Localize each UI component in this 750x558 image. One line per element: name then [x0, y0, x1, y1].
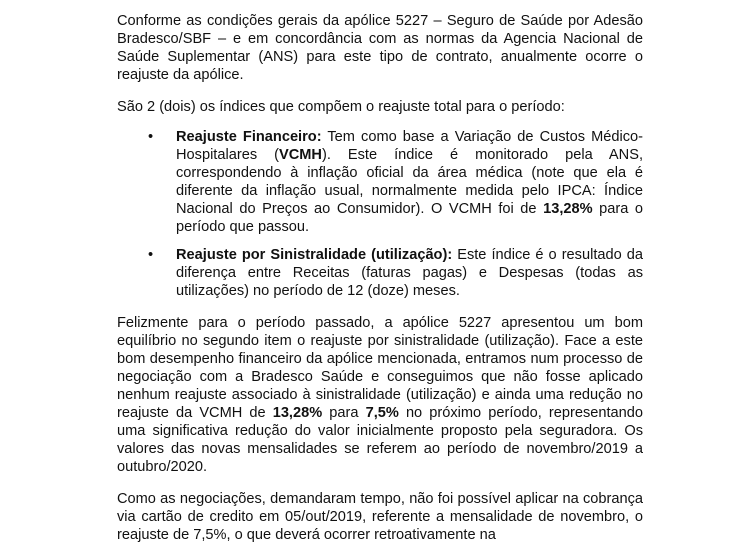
bullet-title: Reajuste Financeiro:	[176, 129, 322, 145]
bullet-text: ). Este índice é monitorado pela ANS, correspondendo à inflação oficial da área médica (note que ela é diferente da inflação usual, normalmente medida pelo IPCA: Índice Nacional do Preços ao Consumidor). O VCMH foi de	[176, 147, 643, 217]
bullet-marker: •	[148, 247, 154, 263]
bullet-reajuste-sinistralidade	[148, 246, 643, 300]
indices-intro-paragraph: São 2 (dois) os índices que compõem o reajuste total para o período:	[117, 99, 565, 115]
paragraph-bold-text: 13,28%	[272, 405, 323, 421]
negotiation-paragraph: Como as negociações, demandaram tempo, não foi possível aplicar na cobrança via cartão de credito em 05/out/2019, referente a mensalidade de novembro, o reajuste de 7,5%, o que deverá ocorrer retroativamente na	[117, 491, 643, 543]
bullet-reajuste-financeiro	[148, 128, 644, 236]
bullet-title: Reajuste por Sinistralidade (utilização):	[176, 247, 453, 263]
paragraph-bold-text: 7,5%	[365, 405, 399, 421]
bullet-bold-text: 13,28%	[543, 201, 593, 217]
bullet-text: para o período que passou.	[176, 201, 643, 235]
bullet-text: Este índice é o resultado da diferença entre Receitas (faturas pagas) e Despesas (todas as utilizações) no período de 12 (doze) meses.	[176, 247, 643, 299]
bullet-marker: •	[148, 129, 154, 145]
bullet-bold-text: VCMH	[278, 147, 322, 163]
result-paragraph	[117, 314, 643, 476]
bullet-text: Tem como base a Variação de Custos Médico-Hospitalares (	[176, 129, 644, 163]
bullet-body	[176, 246, 643, 300]
paragraph-text: Felizmente para o período passado, a apólice 5227 apresentou um bom equilíbrio no segundo item o reajuste por sinistralidade (utilização). Face a este bom desempenho financeiro da apólice mencionada, entramos num processo de negociação com a Bradesco Saúde e conseguimos que não fosse aplicado nenhum reajuste associado à sinistralidade (utilização) e ainda uma redução no reajuste da VCMH de	[117, 315, 643, 421]
intro-paragraph: Conforme as condições gerais da apólice 5227 – Seguro de Saúde por Adesão Bradesco/SBF – e em concordância com as normas da Agencia Nacional de Saúde Suplementar (ANS) para este tipo de contrato, anualmente ocorre o reajuste da apólice.	[117, 13, 643, 83]
paragraph-text: para	[322, 405, 366, 421]
paragraph-text: no próximo período, representando uma significativa redução do valor inicialmente proposto pela seguradora. Os valores das novas mensalidades se referem ao período de novembro/2019 a outubro/2020.	[117, 405, 644, 475]
bullet-body	[176, 128, 643, 236]
document-body	[117, 12, 643, 558]
